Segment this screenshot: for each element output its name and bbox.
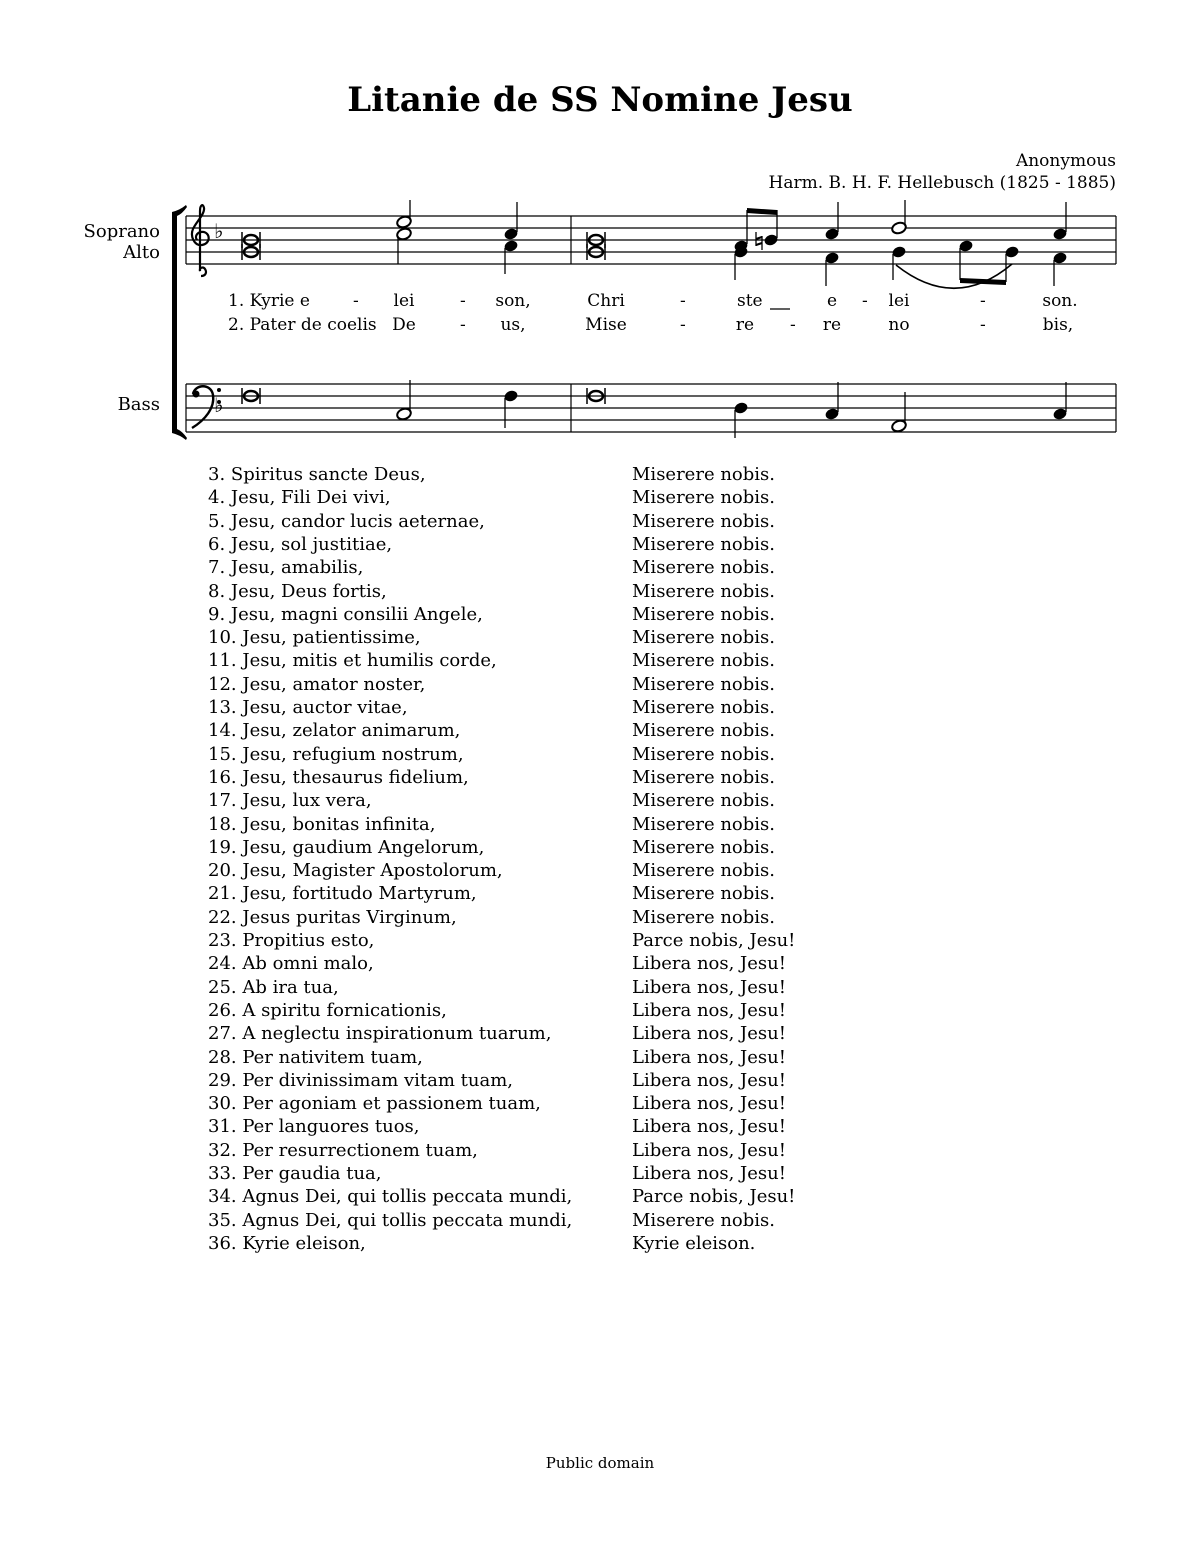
- litany-invocation: 14. Jesu, zelator animarum,: [208, 720, 461, 742]
- litany-line: [0, 674, 1200, 697]
- litany-response: Miserere nobis.: [632, 487, 775, 509]
- note-half-d5: [396, 200, 413, 229]
- lyric-hyphen: -: [980, 315, 986, 335]
- voice-label-alto: Alto: [123, 242, 160, 263]
- litany-invocation: 18. Jesu, bonitas infinita,: [208, 813, 436, 835]
- litany-response: Libera nos, Jesu!: [632, 999, 786, 1021]
- litany-invocation: 17. Jesu, lux vera,: [208, 790, 372, 812]
- voice-label-soprano: Soprano: [83, 221, 160, 242]
- litany-line: [0, 697, 1200, 720]
- lyric-hyphen: -: [680, 315, 686, 335]
- litany-response: Miserere nobis.: [632, 860, 775, 882]
- system-bracket: [172, 205, 187, 440]
- lyric-syllable: Mise: [585, 315, 627, 335]
- lyric-syllable: son.: [1042, 291, 1078, 311]
- arranger-credit: Harm. B. H. F. Hellebusch (1825 - 1885): [768, 173, 1116, 193]
- litany-line: [0, 1070, 1200, 1093]
- litany-line: [0, 1047, 1200, 1070]
- litany-invocation: 23. Propitius esto,: [208, 930, 375, 951]
- litany-response: Miserere nobis.: [632, 627, 775, 649]
- litany-invocation: 33. Per gaudia tua,: [208, 1163, 382, 1184]
- litany-invocation: 16. Jesu, thesaurus fidelium,: [208, 766, 469, 788]
- lyric-hyphen: -: [790, 315, 796, 335]
- litany-response: Kyrie eleison.: [632, 1232, 756, 1254]
- litany-response: Miserere nobis.: [632, 603, 775, 625]
- beam: [747, 208, 777, 215]
- lyric-syllable: 2. Pater de coelis: [228, 315, 377, 335]
- natural-icon: [756, 232, 762, 250]
- litany-line: [0, 511, 1200, 534]
- litany-line: [0, 907, 1200, 930]
- litany-response: Libera nos, Jesu!: [632, 1023, 786, 1045]
- lyric-hyphen: -: [460, 291, 466, 311]
- litany-response: Miserere nobis.: [632, 906, 775, 928]
- litany-line: [0, 860, 1200, 883]
- litany-line: [0, 1186, 1200, 1209]
- note-quarter-f4: [891, 245, 907, 280]
- litany-response: Miserere nobis.: [632, 836, 775, 858]
- litany-response: Miserere nobis.: [632, 673, 775, 695]
- litany-line: [0, 534, 1200, 557]
- litany-response: Miserere nobis.: [632, 580, 775, 602]
- litany-response: Miserere nobis.: [632, 743, 775, 765]
- litany-response: Libera nos, Jesu!: [632, 1093, 786, 1115]
- lyric-hyphen: -: [980, 291, 986, 311]
- litany-response: Parce nobis, Jesu!: [632, 930, 796, 951]
- litany-response: Miserere nobis.: [632, 813, 775, 835]
- litany-line: [0, 953, 1200, 976]
- lyric-hyphen: -: [353, 291, 359, 311]
- litany-invocation: 22. Jesus puritas Virginum,: [208, 906, 457, 928]
- litany-invocation: 30. Per agoniam et passionem tuam,: [208, 1093, 541, 1115]
- composer-credit: Anonymous: [1015, 151, 1116, 171]
- litany-response: Miserere nobis.: [632, 510, 775, 532]
- litany-invocation: 32. Per resurrectionem tuam,: [208, 1139, 478, 1161]
- litany-invocation: 3. Spiritus sancte Deus,: [208, 464, 426, 485]
- litany-line: [0, 627, 1200, 650]
- note-quarter-f4: [733, 245, 749, 280]
- litany-invocation: 24. Ab omni malo,: [208, 953, 374, 975]
- note-quarter-a4: [503, 239, 519, 274]
- litany-response: Miserere nobis.: [632, 557, 775, 579]
- litany-line: [0, 1140, 1200, 1163]
- note-half-bb4: [396, 227, 413, 264]
- lyric-syllable: ste: [737, 291, 763, 311]
- page-title: Litanie de SS Nomine Jesu: [347, 80, 853, 120]
- litany-invocation: 35. Agnus Dei, qui tollis peccata mundi,: [208, 1209, 573, 1231]
- lyrics-verse-2: [228, 315, 1073, 335]
- lyric-syllable: lei: [888, 291, 910, 311]
- flat-icon: ♭: [214, 393, 224, 417]
- litany-invocation: 6. Jesu, sol justitiae,: [208, 533, 393, 555]
- treble-staff: [186, 216, 1116, 264]
- license-footer: Public domain: [545, 1454, 655, 1472]
- litany-invocation: 5. Jesu, candor lucis aeternae,: [208, 510, 485, 532]
- litany-invocation: 13. Jesu, auctor vitae,: [208, 697, 408, 718]
- litany-line: [0, 977, 1200, 1000]
- flat-icon: ♭: [214, 219, 224, 243]
- litany-line: [0, 1093, 1200, 1116]
- litany-response: Libera nos, Jesu!: [632, 1139, 786, 1161]
- litany-invocation: 15. Jesu, refugium nostrum,: [208, 743, 464, 765]
- litany-line: [0, 464, 1200, 487]
- litany-line: [0, 720, 1200, 743]
- lyric-hyphen: -: [460, 315, 466, 335]
- note-quarter-c5: [503, 202, 519, 241]
- note-quarter-c5: [1052, 202, 1068, 241]
- note-half-bb2: [396, 380, 413, 421]
- litany-line: [0, 487, 1200, 510]
- litany-invocation: 26. A spiritu fornicationis,: [208, 999, 447, 1021]
- litany-response: Libera nos, Jesu!: [632, 953, 786, 975]
- litany-invocation: 29. Per divinissimam vitam tuam,: [208, 1069, 514, 1091]
- bass-staff: [186, 384, 1116, 432]
- litany-response: Libera nos, Jesu!: [632, 976, 786, 998]
- litany-invocation: 19. Jesu, gaudium Angelorum,: [208, 836, 485, 858]
- lyrics-verse-1: [228, 291, 1078, 311]
- litany-response: Parce nobis, Jesu!: [632, 1186, 796, 1208]
- litany-invocation: 20. Jesu, Magister Apostolorum,: [208, 860, 503, 882]
- litany-response: Libera nos, Jesu!: [632, 1046, 786, 1068]
- litany-line: [0, 790, 1200, 813]
- litany-invocation: 11. Jesu, mitis et humilis corde,: [208, 650, 497, 672]
- litany-response: Miserere nobis.: [632, 650, 775, 672]
- lyric-syllable: re: [822, 315, 842, 335]
- note-eighth-g4: [958, 239, 974, 280]
- voice-label-bass: Bass: [117, 394, 160, 415]
- litany-invocation: 12. Jesu, amator noster,: [208, 673, 426, 695]
- note-quarter-e4: [1052, 251, 1068, 286]
- litany-line: [0, 883, 1200, 906]
- litany-response: Libera nos, Jesu!: [632, 1163, 786, 1184]
- litany-line: [0, 1023, 1200, 1046]
- lyric-syllable: Chri: [587, 291, 625, 311]
- lyric-syllable: 1. Kyrie e: [228, 291, 310, 311]
- lyric-syllable: lei: [393, 291, 415, 311]
- litany-line: [0, 604, 1200, 627]
- litany-line: [0, 581, 1200, 604]
- lyric-syllable: son,: [495, 291, 531, 311]
- litany-line: [0, 1210, 1200, 1233]
- litany-line: [0, 837, 1200, 860]
- litany-invocation: 27. A neglectu inspirationum tuarum,: [208, 1023, 552, 1045]
- litany-invocation: 4. Jesu, Fili Dei vivi,: [208, 487, 391, 509]
- litany-line: [0, 1233, 1200, 1256]
- lyric-syllable: e: [826, 291, 838, 311]
- note-quarter-e4: [824, 251, 840, 286]
- music-score: [0, 200, 1200, 440]
- litany-invocation: 9. Jesu, magni consilii Angele,: [208, 603, 483, 625]
- litany-invocation: 10. Jesu, patientissime,: [208, 627, 421, 649]
- litany-invocation: 8. Jesu, Deus fortis,: [208, 580, 387, 602]
- note-half-g2: [891, 392, 908, 433]
- note-quarter-c5: [824, 202, 840, 241]
- lyric-syllable: bis,: [1042, 315, 1074, 335]
- note-half-d5: [891, 200, 908, 235]
- litany-line: [0, 814, 1200, 837]
- litany-response: Miserere nobis.: [632, 1209, 775, 1231]
- lyric-syllable: re: [735, 315, 755, 335]
- litany-line: [0, 744, 1200, 767]
- litany-response: Miserere nobis.: [632, 533, 775, 555]
- lyric-hyphen: -: [680, 291, 686, 311]
- litany-response: Miserere nobis.: [632, 883, 775, 905]
- litany-response: Libera nos, Jesu!: [632, 1069, 786, 1091]
- litany-invocation: 28. Per nativitem tuam,: [208, 1046, 423, 1068]
- lyric-syllable: us,: [500, 315, 526, 335]
- litany-response: Miserere nobis.: [632, 790, 775, 812]
- note-quarter-c3: [824, 382, 840, 421]
- litany-line: [0, 1000, 1200, 1023]
- note-quarter-c3: [1052, 382, 1068, 421]
- litany-response: Libera nos, Jesu!: [632, 1116, 786, 1138]
- litany-line: [0, 767, 1200, 790]
- lyric-hyphen: -: [862, 291, 868, 311]
- litany-response: Miserere nobis.: [632, 464, 775, 485]
- litany-line: [0, 557, 1200, 580]
- slur: [896, 264, 1012, 288]
- litany-invocation: 36. Kyrie eleison,: [208, 1232, 366, 1254]
- litany-line: [0, 930, 1200, 953]
- litany-invocation: 34. Agnus Dei, qui tollis peccata mundi,: [208, 1186, 573, 1208]
- litany-invocation: 31. Per languores tuos,: [208, 1116, 420, 1138]
- lyric-syllable: De: [392, 315, 416, 335]
- litany-line: [0, 650, 1200, 673]
- litany-response: Miserere nobis.: [632, 697, 775, 718]
- litany-line: [0, 1163, 1200, 1186]
- litany-invocation: 7. Jesu, amabilis,: [208, 557, 364, 579]
- litany-invocation: 21. Jesu, fortitudo Martyrum,: [208, 883, 477, 905]
- litany-response: Miserere nobis.: [632, 720, 775, 742]
- litany-invocation: 25. Ab ira tua,: [208, 976, 339, 998]
- litany-line: [0, 1116, 1200, 1139]
- lyric-syllable: no: [888, 315, 910, 335]
- litany-response: Miserere nobis.: [632, 766, 775, 788]
